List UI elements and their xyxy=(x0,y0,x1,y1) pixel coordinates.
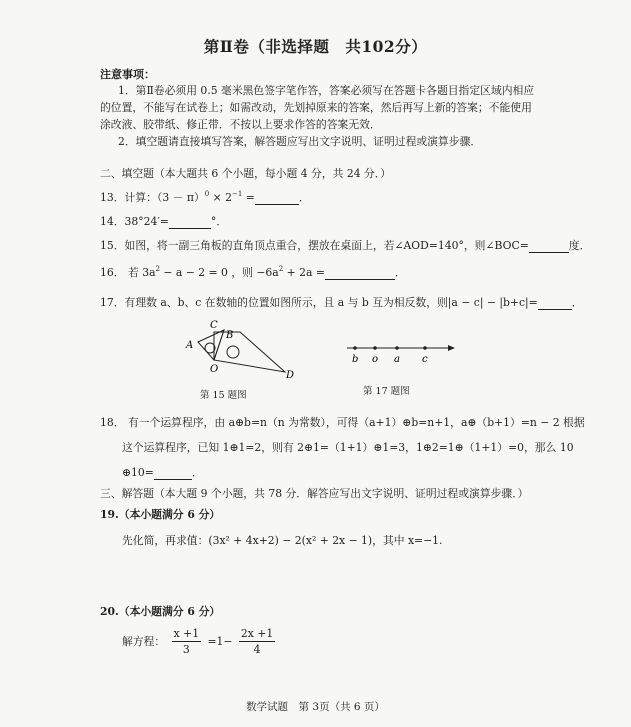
notice-item1-line1: 1．第Ⅱ卷必须用 0.5 毫米黑色签字笔作答，答案必须写在答题卡各题目指定区域内相应 xyxy=(118,84,535,97)
figure-15-caption: 第 15 题图 xyxy=(200,390,247,401)
question-17: 17．有理数 a、b、c 在数轴的位置如图所示，且 a 与 b 互为相反数，则|a − c| − |b+c|= ． xyxy=(100,296,583,309)
answer-blank-17 xyxy=(538,297,572,310)
question-20-equation: 解方程： $\frac{x +1}{3}$ =1− $\frac{2x +1}{4}$ xyxy=(122,627,274,656)
question-14: 14．38°24′= °． xyxy=(100,215,228,228)
question-18-line2: 这个运算程序，已知 1⊕1=2，则有 2⊕1=（1+1）⊕1=3，1⊕2=1⊕（1+1）=0，那么 10 xyxy=(122,441,574,454)
fig17-label-o: o xyxy=(372,354,379,365)
question-19-heading: 19.（本小题满分 6 分） xyxy=(100,508,221,521)
fig17-label-c: c xyxy=(422,354,428,365)
answer-blank-14 xyxy=(169,216,211,229)
question-13: 13．计算：$(3 - \pi)^0 \times 2^{-1}$ = ． xyxy=(100,190,310,204)
fig17-label-b: b xyxy=(352,354,359,365)
fig15-label-C: C xyxy=(210,320,218,331)
figure-17-caption: 第 17 题图 xyxy=(363,386,410,397)
question-16: 16． 若 $3a^2 - a - 2 = 0$ ，则 $-6a^2 + 2a$ = ． xyxy=(100,265,406,279)
section2-heading: 二、填空题（本大题共 6 个小题，每小题 4 分，共 24 分．） xyxy=(100,167,391,180)
fig15-label-B: B xyxy=(226,330,234,341)
notice-heading: 注意事项： xyxy=(100,68,155,81)
fig15-label-D: D xyxy=(286,370,295,381)
section3-heading: 三、解答题（本大题 9 个小题，共 78 分．解答应写出文字说明、证明过程或演算步骤．） xyxy=(100,487,529,500)
fig15-label-O: O xyxy=(210,364,219,375)
figure-17-number-line xyxy=(345,338,460,368)
question-18-line3: ⊕10= ． xyxy=(122,466,203,479)
notice-item1-line3: 涂改液、胶带纸、修正带．不按以上要求作答的答案无效． xyxy=(100,118,381,131)
question-20-heading: 20.（本小题满分 6 分） xyxy=(100,605,221,618)
question-15: 15．如图，将一副三角板的直角顶点重合，摆放在桌面上，若∠AOD=140°，则∠BOC= 度． xyxy=(100,239,591,252)
answer-blank-13 xyxy=(255,192,299,205)
fraction-right: $\frac{2x +1}{4}$ xyxy=(240,627,274,656)
answer-blank-15 xyxy=(529,240,569,253)
fig15-label-A: A xyxy=(186,340,194,351)
answer-blank-18 xyxy=(154,467,192,480)
figure-15 xyxy=(180,318,305,384)
page-footer: 数学试题 第 3页（共 6 页） xyxy=(246,701,385,713)
fraction-left: $\frac{x +1}{3}$ xyxy=(173,627,200,656)
notice-item1-line2: 的位置，不能写在试卷上；如需改动，先划掉原来的答案，然后再写上新的答案；不能使用 xyxy=(100,101,532,114)
question-19-body: 先化简，再求值：(3x² + 4x+2) − 2(x² + 2x − 1)，其中 x=−1. xyxy=(122,534,443,547)
page-title: 第Ⅱ卷（非选择题 共102分） xyxy=(203,37,428,56)
question-18-line1: 18． 有一个运算程序，由 a⊕b=n（n 为常数），可得（a+1）⊕b=n+1，a⊕（b+1）=n − 2 根据 xyxy=(100,416,585,429)
fig17-label-a: a xyxy=(394,354,400,365)
notice-item2: 2．填空题请直接填写答案，解答题应写出文字说明、证明过程或演算步骤． xyxy=(118,135,482,148)
answer-blank-16 xyxy=(325,267,395,280)
